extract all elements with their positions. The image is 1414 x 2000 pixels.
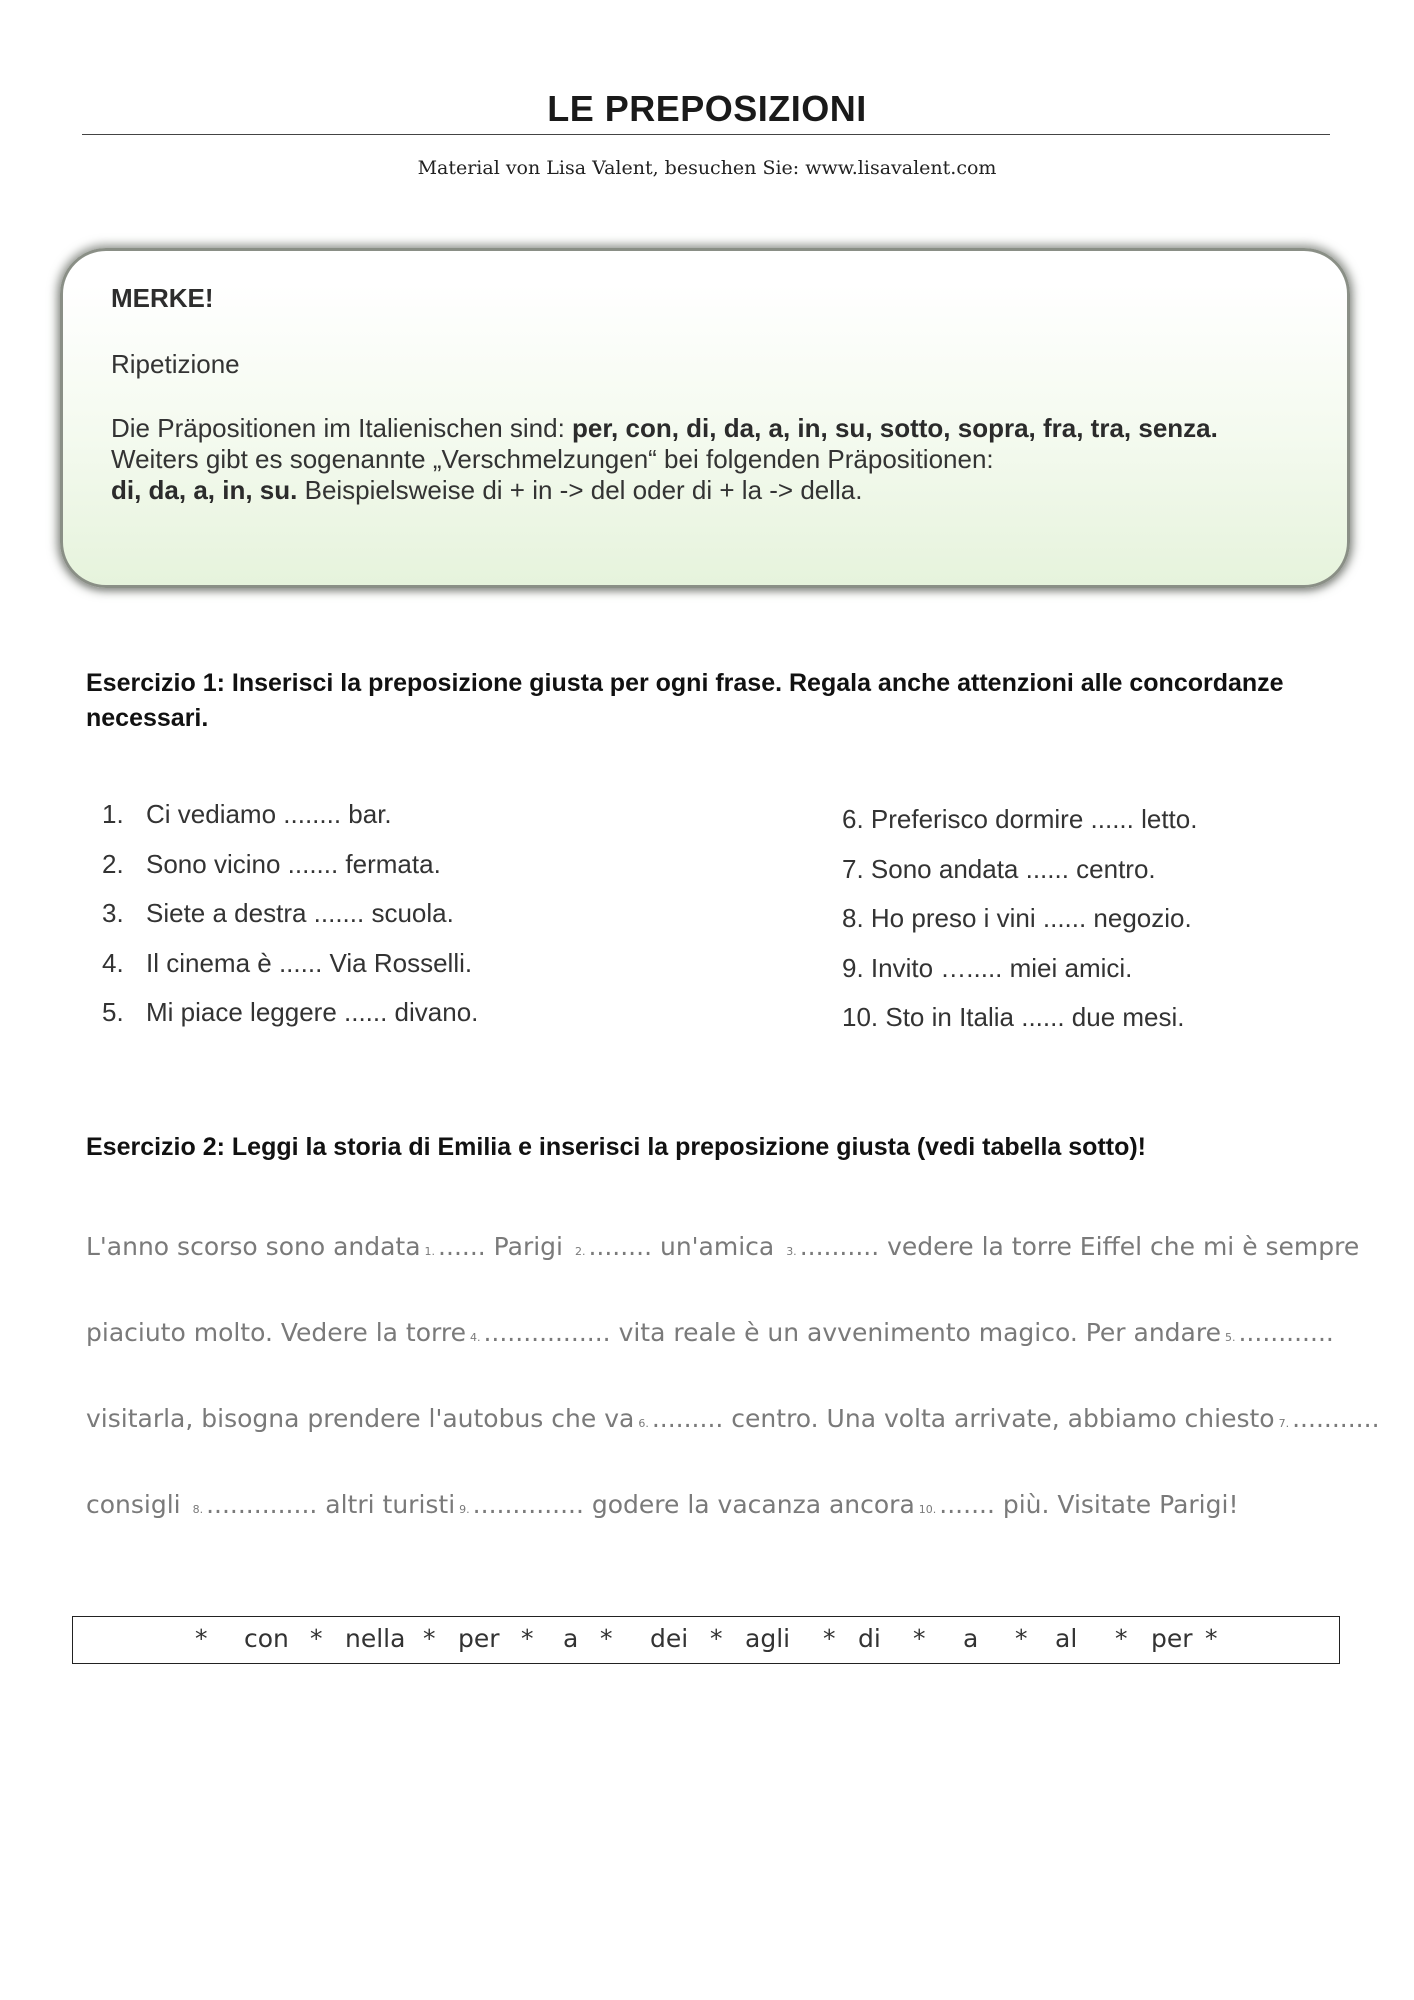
gap-number: 8. bbox=[192, 1503, 204, 1516]
merke-subtitle: Ripetizione bbox=[111, 349, 240, 379]
word-bank-separator: * bbox=[823, 1624, 836, 1653]
word-bank-item: dei bbox=[650, 1624, 689, 1653]
story-segment: .............. godere la vacanza ancora bbox=[472, 1490, 915, 1519]
gap-number: 5. bbox=[1224, 1331, 1236, 1344]
item-number: 2. bbox=[102, 848, 124, 879]
list-item: 8. Ho preso i vini ...... negozio. bbox=[842, 903, 1192, 933]
gap-number: 4. bbox=[469, 1331, 481, 1344]
word-bank-item: a bbox=[563, 1624, 579, 1653]
story-segment: ................ vita reale è un avvenimento magico. Per andare bbox=[483, 1318, 1221, 1347]
merke-line3-normal: Beispielsweise di + in -> del oder di + la -> della. bbox=[297, 475, 863, 505]
gap-number: 9. bbox=[459, 1503, 470, 1516]
item-number: 5. bbox=[102, 997, 124, 1027]
word-bank-separator: * bbox=[1115, 1624, 1128, 1653]
story-line-4 bbox=[86, 1490, 1238, 1519]
list-item bbox=[102, 996, 478, 1046]
story-line-1 bbox=[86, 1232, 1359, 1261]
gap-number: 7. bbox=[1278, 1417, 1290, 1430]
item-text: Mi piace leggere ...... divano. bbox=[146, 997, 479, 1027]
merke-title: MERKE! bbox=[111, 283, 214, 313]
list-item bbox=[102, 848, 478, 898]
exercise1-right-list bbox=[842, 803, 1197, 1051]
gap-number: 6. bbox=[638, 1417, 649, 1430]
gap-number: 2. bbox=[574, 1245, 586, 1258]
story-segment: L'anno scorso sono andata bbox=[86, 1232, 421, 1261]
list-item bbox=[102, 897, 478, 947]
story-segment: visitarla, bisogna prendere l'autobus che va bbox=[86, 1404, 635, 1433]
item-text: Sono vicino ....... fermata. bbox=[146, 848, 441, 879]
list-item: 7. Sono andata ...... centro. bbox=[842, 853, 1156, 884]
word-bank-separator: * bbox=[600, 1624, 613, 1653]
story-segment: ........... bbox=[1292, 1404, 1380, 1433]
merke-line1-bold: per, con, di, da, a, in, su, sotto, sopra, fra, tra, senza. bbox=[572, 413, 1218, 443]
word-bank-item: a bbox=[963, 1624, 979, 1653]
gap-number: 3. bbox=[786, 1245, 797, 1258]
merke-line3-bold: di, da, a, in, su. bbox=[111, 475, 298, 505]
list-item: 6. Preferisco dormire ...... letto. bbox=[842, 804, 1198, 834]
gap-number: 10. bbox=[918, 1503, 937, 1516]
merke-box bbox=[60, 248, 1350, 588]
word-bank-separator: * bbox=[710, 1624, 723, 1653]
word-bank-separator: * bbox=[423, 1624, 436, 1653]
story-segment: piaciuto molto. Vedere la torre bbox=[86, 1318, 466, 1347]
story-segment: ....... più. Visitate Parigi! bbox=[939, 1490, 1239, 1519]
merke-line2: Weiters gibt es sogenannte „Verschmelzungen“ bei folgenden Präpositionen: bbox=[111, 444, 994, 474]
item-number: 1. bbox=[102, 799, 124, 829]
exercise1-heading: Esercizio 1: Inserisci la preposizione giusta per ogni frase. Regala anche attenzioni alle concordanze necessari. bbox=[86, 669, 1284, 732]
merke-line1-normal: Die Präpositionen im Italienischen sind: bbox=[111, 413, 573, 443]
story-segment: ........ un'amica bbox=[588, 1232, 775, 1261]
word-bank-item: per bbox=[1151, 1624, 1193, 1653]
item-text: Il cinema è ...... Via Rosselli. bbox=[146, 947, 473, 978]
story-segment: consigli bbox=[86, 1490, 181, 1519]
title-divider bbox=[82, 134, 1330, 135]
word-bank-item: per bbox=[458, 1624, 500, 1653]
merke-text bbox=[111, 413, 1341, 506]
list-item bbox=[102, 798, 478, 848]
exercise1-left-list bbox=[102, 798, 478, 1046]
word-bank-separator: * bbox=[1205, 1624, 1218, 1653]
word-bank-item: nella bbox=[345, 1624, 406, 1653]
list-item: 10. Sto in Italia ...... due mesi. bbox=[842, 1002, 1185, 1032]
word-bank-item: di bbox=[858, 1624, 881, 1653]
page-subtitle: Material von Lisa Valent, besuchen Sie: www.lisavalent.com bbox=[417, 157, 997, 179]
item-text: Siete a destra ....... scuola. bbox=[146, 898, 454, 928]
item-number: 4. bbox=[102, 947, 124, 978]
word-bank-item: al bbox=[1055, 1624, 1078, 1653]
story-segment: ...... Parigi bbox=[438, 1232, 563, 1261]
page-title: LE PREPOSIZIONI bbox=[547, 88, 867, 129]
story-segment: .............. altri turisti bbox=[206, 1490, 456, 1519]
story-segment: .......... vedere la torre Eiffel che mi è sempre bbox=[799, 1232, 1360, 1261]
exercise2-heading: Esercizio 2: Leggi la storia di Emilia e inserisci la preposizione giusta (vedi tabella sotto)! bbox=[86, 1133, 1147, 1161]
gap-number: 1. bbox=[424, 1245, 436, 1258]
word-bank-item: con bbox=[244, 1624, 289, 1653]
word-bank-item: agli bbox=[745, 1624, 791, 1653]
word-bank-separator: * bbox=[195, 1624, 208, 1653]
item-number: 3. bbox=[102, 898, 124, 928]
word-bank-separator: * bbox=[913, 1624, 926, 1653]
story-line-2 bbox=[86, 1318, 1334, 1347]
word-bank-separator: * bbox=[1015, 1624, 1028, 1653]
item-text: Ci vediamo ........ bar. bbox=[146, 799, 392, 829]
list-item: 9. Invito …..... miei amici. bbox=[842, 952, 1133, 983]
story-segment: ......... centro. Una volta arrivate, abbiamo chiesto bbox=[651, 1404, 1275, 1433]
word-bank-separator: * bbox=[310, 1624, 323, 1653]
word-bank bbox=[72, 1616, 1340, 1664]
list-item bbox=[102, 947, 478, 997]
word-bank-separator: * bbox=[521, 1624, 534, 1653]
story-line-3 bbox=[86, 1404, 1380, 1433]
story-segment: ............ bbox=[1238, 1318, 1334, 1347]
